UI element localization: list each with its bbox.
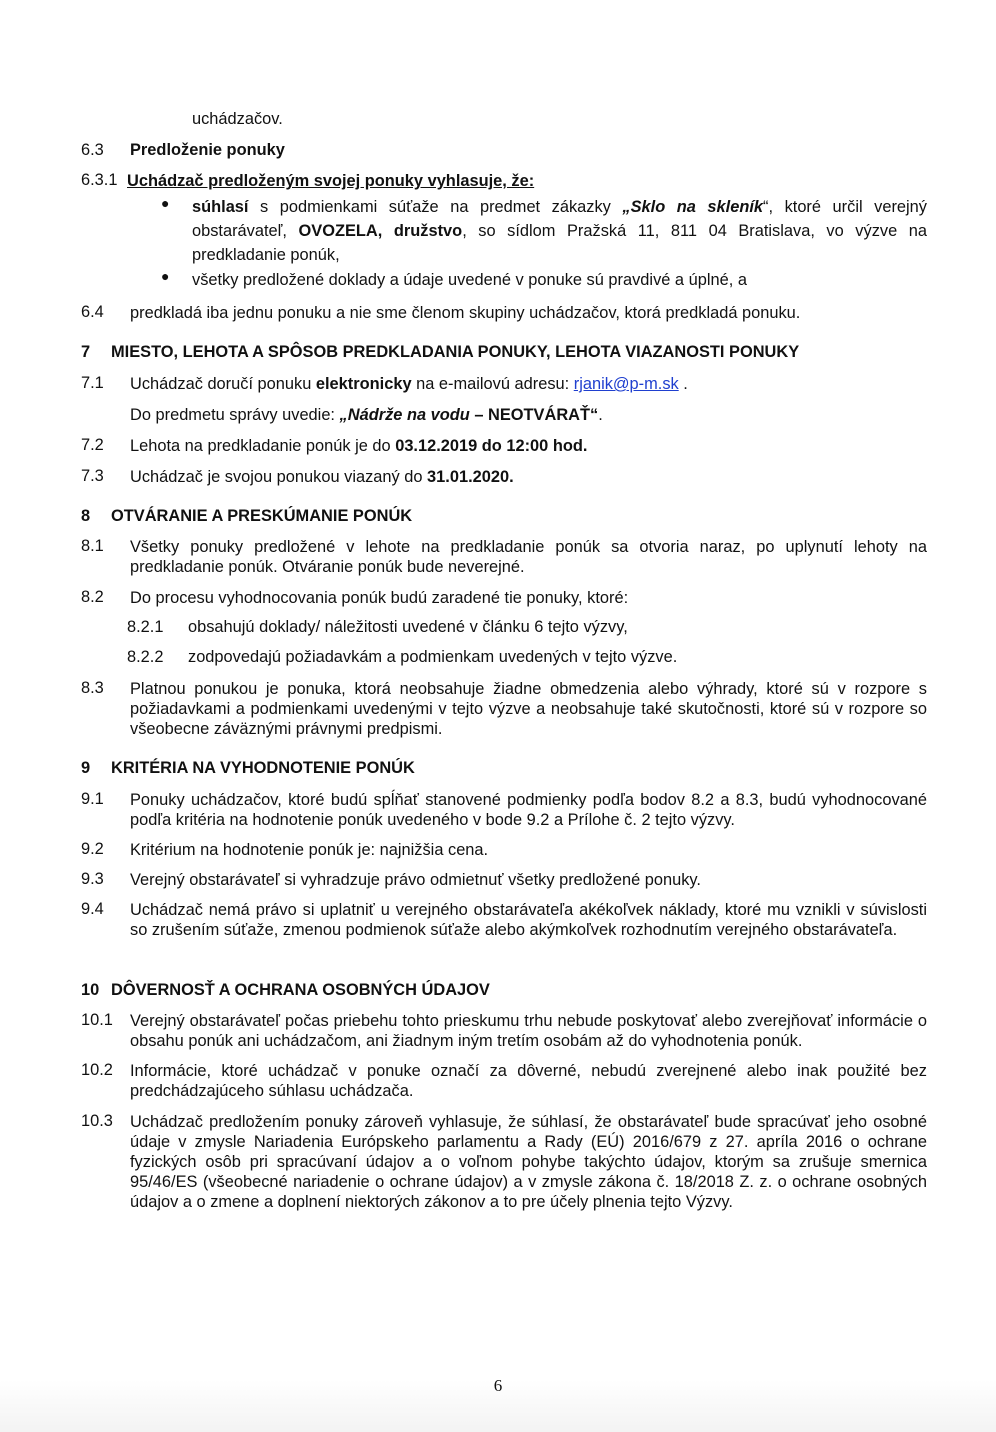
page-number: 6 (493, 1376, 503, 1395)
bullet-icon: ● (161, 195, 170, 211)
bullet-text: súhlasí s podmienkami súťaže na predmet zákazky „Sklo na skleník“, ktoré určil verejný obstarávateľ, OVOZELA, družstvo, so sídlom Pražská 11, 811 04 Bratislava, vo výzve na predkladanie ponúk, (192, 198, 927, 264)
bullet-text: všetky predložené doklady a údaje uvedené v ponuke sú pravdivé a úplné, a (192, 271, 747, 289)
bullet-icon: ● (161, 268, 170, 284)
section-number: 6.3 (81, 141, 104, 159)
document-page: uchádzačov. 6.3 Predloženie ponuky 6.3.1 Uchádzač predloženým svojej ponuky vyhlasuje, že: ● súhlasí s podmienkami súťaže na predmet zákazky „Sklo na skleník“, ktoré určil verejný obstarávateľ, OVOZELA, družstvo, so sídlom Pražská 11, 811 04 Bratislava, vo výzve na predkladanie ponúk, ● všetky predložené doklady a údaje uvedené v ponuke sú pravdivé a úplné, a 6.4 predkladá iba jednu ponuku a nie sme členom skupiny uchádzačov, ktorá predkladá ponuku. 7 MIESTO, LEHOTA A SPÔSOB PREDKLADANIA PONUKY, LEHOTA VIAZANOSTI PONUKY 7.1 Uchádzač doručí ponuku elektronicky na e-mailovú adresu: rjanik@p-m.sk . Do predmetu správy uvedie: „Nádrže na vodu – NEOTVÁRAŤ“. 7.2 Lehota na predkladanie ponúk je do 03.12.2019 do 12:00 hod. 7.3 Uchádzač je svojou ponukou viazaný do 31.01.2020. 8 OTVÁRANIE A PRESKÚMANIE PONÚK 8.1 Všetky ponuky predložené v lehote na predkladanie ponúk sa otvoria naraz, po uplynutí lehoty na predkladanie ponúk. Otváranie ponúk bude neverejné. 8.2 Do procesu vyhodnocovania ponúk budú zaradené tie ponuky, ktoré: 8.2.1 obsahujú doklady/ náležitosti uvedené v článku 6 tejto výzvy, 8.2.2 zodpovedajú požiadavkám a podmienkam uvedených v tejto výzve. 8.3 Platnou ponukou je ponuka, ktorá neobsahuje žiadne obmedzenia alebo výhrady, ktoré sú v rozpore s požiadavkami a podmienkami uvedenými v tejto výzve a neobsahuje také skutočnosti, ktoré sú v rozpore so všeobecne záväznými právnymi predpismi. 9 KRITÉRIA NA VYHODNOTENIE PONÚK 9.1 Ponuky uchádzačov, ktoré budú spĺňať stanovené podmienky podľa bodov 8.2 a 8.3, budú vyhodnocované podľa kritéria na hodnotenie ponúk uvedeného v bode 9.2 a Prílohe č. 2 tejto výzvy. 9.2 Kritérium na hodnotenie ponúk je: najnižšia cena. 9.3 Verejný obstarávateľ si vyhradzuje právo odmietnuť všetky predložené ponuky. 9.4 Uchádzač nemá právo si uplatniť u verejného obstarávateľa akékoľvek náklady, ktoré mu vznikli v súvislosti so zrušením súťaže, zmenou podmienok súťaže alebo akýmkoľvek rozhodnutím verejného obstarávateľa. 10 DÔVERNOSŤ A OCHRANA OSOBNÝCH ÚDAJOV 10.1 Verejný obstarávateľ počas priebehu tohto prieskumu trhu nebude poskytovať alebo zverejňovať informácie o obsahu ponúk ani uchádzačom, ani žiadnym iným tretím osobám až do vyhodnotenia ponúk. 10.2 Informácie, ktoré uchádzač v ponuke označí za dôverné, nebudú zverejnené alebo inak použité bez predchádzajúceho súhlasu uchádzača. 10.3 Uchádzač predložením ponuky zároveň vyhlasuje, že súhlasí, že obstarávateľ bude spracúvať jeho osobné údaje v zmysle Nariadenia Európskeho parlamentu a Rady (EÚ) 2016/679 z 27. apríla 2016 o ochrane fyzických osôb pri spracúvaní údajov a o voľnom pohybe takýchto údajov, ktorým sa zrušuje smernica 95/46/ES (všeobecné nariadenie o ochrane údajov) a v zmysle zákona č. 18/2018 Z. z. o ochrane osobných údajov a o zmene a doplnení niektorých zákonov a to pre účely plnenia tejto Výzvy. 6 (0, 0, 996, 1432)
heading-title: KRITÉRIA NA VYHODNOTENIE PONÚK (111, 759, 415, 777)
heading-title: MIESTO, LEHOTA A SPÔSOB PREDKLADANIA PONUKY, LEHOTA VIAZANOSTI PONUKY (111, 343, 800, 361)
section-title: Predloženie ponuky (130, 141, 285, 159)
section-title: Uchádzač predloženým svojej ponuky vyhlasuje, že: (127, 172, 535, 190)
heading-title: OTVÁRANIE A PRESKÚMANIE PONÚK (111, 507, 413, 525)
email-link[interactable]: rjanik@p-m.sk (573, 375, 679, 393)
section-number: 6.3.1 (81, 171, 118, 189)
heading-title: DÔVERNOSŤ A OCHRANA OSOBNÝCH ÚDAJOV (111, 981, 490, 999)
